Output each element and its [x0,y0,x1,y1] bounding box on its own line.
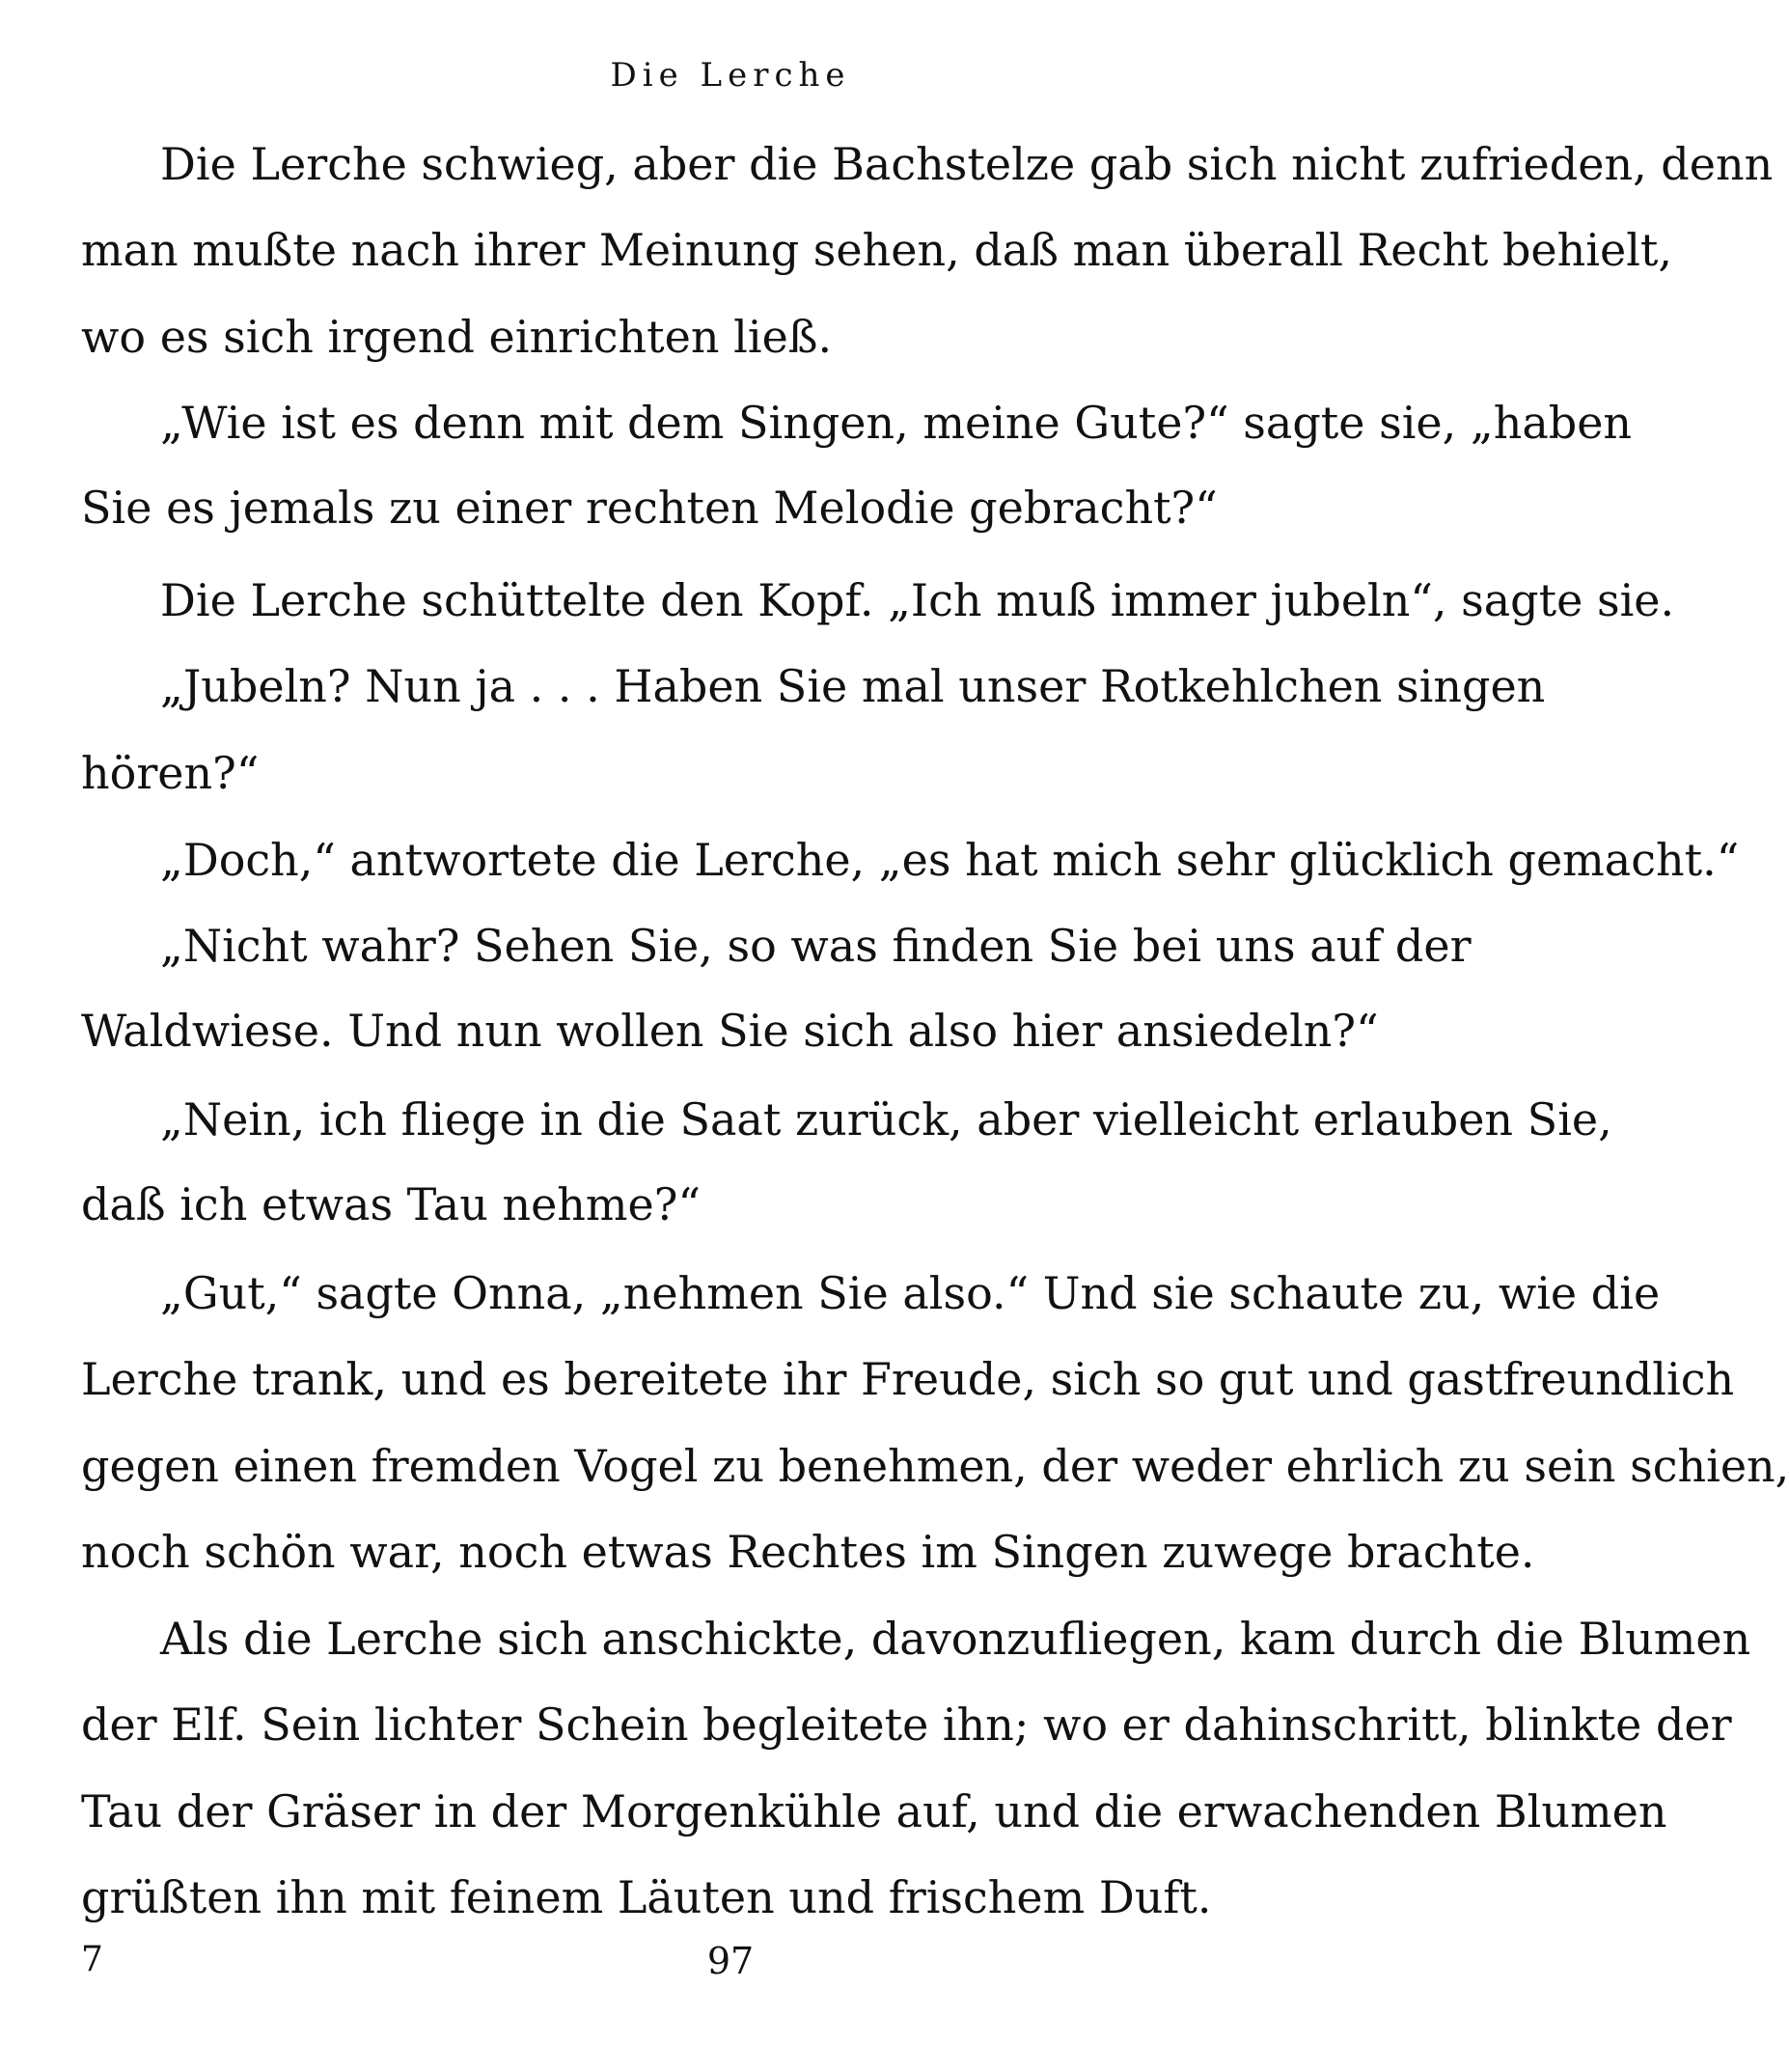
text-line: der Elf. Sein lichter Schein begleitete ihn; wo er dahinschritt, blinkte der [81,1699,1732,1751]
text-line: Sie es jemals zu einer rechten Melodie gebracht?“ [81,482,1218,534]
page-number: 97 [706,1940,755,1982]
text-line: „Doch,“ antwortete die Lerche, „es hat mich sehr glücklich gemacht.“ [160,834,1740,886]
signature-mark: 7 [81,1940,103,1979]
text-line: „Nein, ich fliege in die Saat zurück, aber vielleicht erlauben Sie, [160,1093,1612,1146]
text-line: „Jubeln? Nun ja . . . Haben Sie mal unser Rotkehlchen singen [160,660,1546,712]
text-line: grüßten ihn mit feinem Läuten und frischem Duft. [81,1871,1212,1923]
text-line: daß ich etwas Tau nehme?“ [81,1178,701,1230]
text-line: „Gut,“ sagte Onna, „nehmen Sie also.“ Und sie schaute zu, wie die [160,1267,1661,1319]
running-head: Die Lerche [610,56,851,95]
text-line: Lerche trank, und es bereitete ihr Freude, sich so gut und gastfreundlich [81,1353,1735,1405]
text-line: Tau der Gräser in der Morgenkühle auf, und die erwachenden Blumen [81,1785,1667,1837]
text-line: Die Lerche schüttelte den Kopf. „Ich muß immer jubeln“, sagte sie. [160,574,1675,626]
text-line: Die Lerche schwieg, aber die Bachstelze gab sich nicht zufrieden, denn [160,138,1774,190]
text-line: man mußte nach ihrer Meinung sehen, daß man überall Recht behielt, [81,224,1673,276]
text-line: gegen einen fremden Vogel zu benehmen, der weder ehrlich zu sein schien, [81,1440,1789,1492]
text-line: hören?“ [81,747,260,799]
text-line: Waldwiese. Und nun wollen Sie sich also hier ansiedeln?“ [81,1005,1379,1057]
text-line: „Wie ist es denn mit dem Singen, meine Gute?“ sagte sie, „haben [160,397,1633,449]
text-line: wo es sich irgend einrichten ließ. [81,311,833,363]
text-line: „Nicht wahr? Sehen Sie, so was finden Sie bei uns auf der [160,920,1472,972]
text-line: noch schön war, noch etwas Rechtes im Singen zuwege brachte. [81,1526,1535,1578]
text-line: Als die Lerche sich anschickte, davonzufliegen, kam durch die Blumen [160,1613,1751,1665]
